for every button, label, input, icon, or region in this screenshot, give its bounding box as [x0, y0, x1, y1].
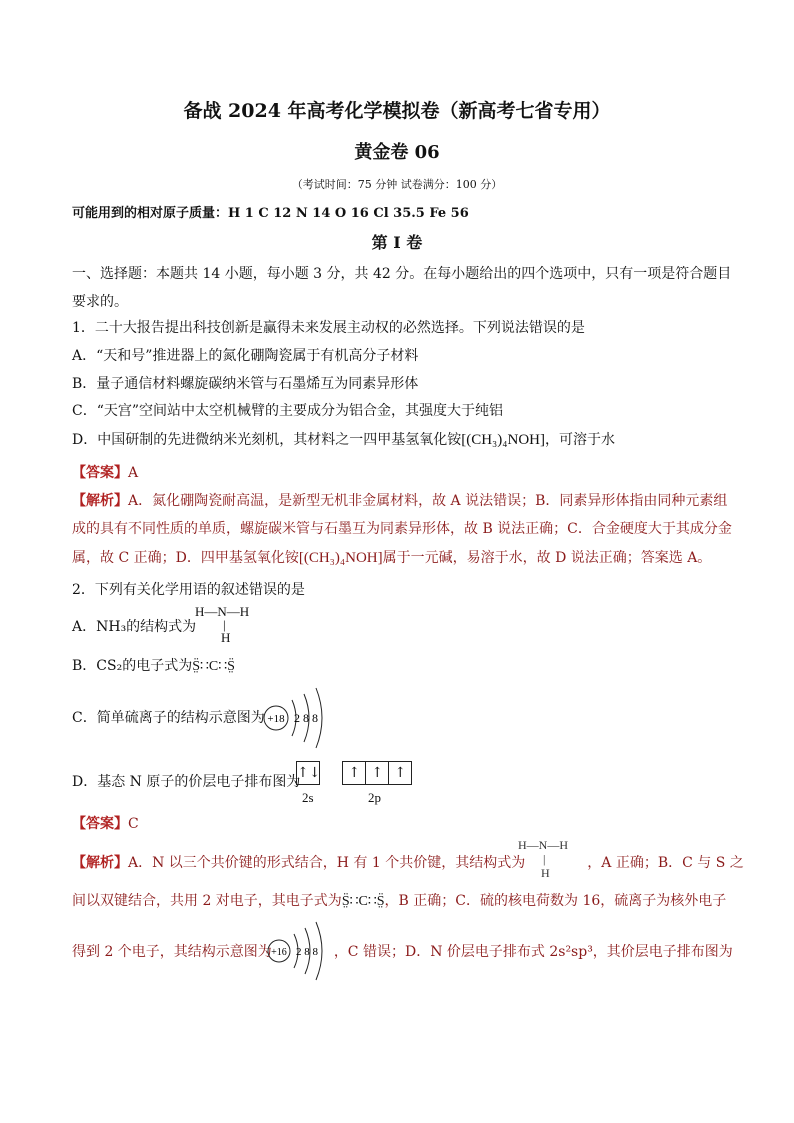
shell-electrons: 2 8 8: [296, 946, 318, 958]
q2-analysis-text2b: ，B 正确；C．硫的核电荷数为 16，硫离子为核外电子: [384, 893, 727, 909]
nh3-bond-vertical: |: [223, 617, 226, 632]
orbital-2p-box: ↑: [342, 761, 366, 785]
q1-answer: [72, 463, 138, 483]
q2-option-a: A．NH₃的结构式为: [72, 619, 197, 635]
q2-analysis-text3b: ，C 错误；D．N 价层电子排布式 2s²sp³，其价层电子排布图为: [333, 944, 733, 960]
nh3-h-bottom: H: [221, 630, 231, 645]
orbital-2s-label: 2s: [302, 790, 314, 805]
q1-option-c: C．“天宫”空间站中太空机械臂的主要成分为铝合金，其强度大于纯铝: [72, 403, 504, 419]
q1-option-d-formula: [(CH₃)₄NOH]: [461, 432, 546, 448]
section-intro-line2: 要求的。: [72, 294, 128, 310]
q2-answer: [72, 814, 139, 834]
q1-analysis-text1: A．氮化硼陶瓷耐高温，是新型无机非金属材料，故 A 说法错误；B．同素异形体指由同种元素组: [128, 493, 728, 509]
q1-option-b: B．量子通信材料螺旋碳纳米管与石墨烯互为同素异形体: [72, 376, 419, 392]
q1-analysis-formula: [(CH₃)₄NOH]: [298, 550, 383, 566]
nh3-bond-vertical-analysis: |: [543, 852, 546, 866]
section-intro-line1: 一、选择题：本题共 14 小题，每小题 3 分，共 42 分。在每小题给出的四个选项中，只有一项是符合题目: [72, 266, 732, 282]
q1-analysis-text3a: 属，故 C 正确；D．四甲基氢氧化铵: [72, 550, 299, 566]
q2-analysis-label: 【解析】: [72, 855, 128, 871]
nh3-structure: H—N—H: [195, 604, 250, 619]
section-title: 第 I 卷: [371, 233, 423, 252]
sulfur-ion-diagram-q: [262, 686, 332, 750]
cs2-electron-formula: S̤̈∷C∷S̤̈: [192, 659, 235, 674]
q2-stem: 2．下列有关化学用语的叙述错误的是: [72, 582, 305, 598]
q1-option-d-text: D．中国研制的先进微纳米光刻机，其材料之一四甲基氢氧化铵: [72, 432, 462, 448]
q2-analysis-text2a: 间以双键结合，共用 2 对电子，其电子式为: [72, 893, 342, 909]
q1-analysis-line2: 成的具有不同性质的单质，螺旋碳米管与石墨互为同素异形体，故 B 说法正确；C．合金硬度大于其成分金: [72, 521, 732, 537]
q1-analysis-line1: [72, 491, 727, 511]
q1-stem: 1．二十大报告提出科技创新是赢得未来发展主动权的必然选择。下列说法错误的是: [72, 320, 585, 336]
nh3-structure-analysis: H—N—H: [518, 838, 568, 852]
q2-option-b: [72, 656, 235, 677]
sulfur-ion-diagram-analysis: [266, 920, 332, 982]
q2-analysis-text3a: 得到 2 个电子，其结构示意图为: [72, 944, 272, 960]
orbital-2p-box: ↑: [388, 761, 412, 785]
exam-time-info: （考试时间：75 分钟 试卷满分：100 分）: [291, 178, 503, 191]
orbital-2s-box: ↑↓: [296, 761, 320, 785]
q2-analysis-line2: [72, 891, 726, 912]
nh3-h-bottom-analysis: H: [541, 866, 550, 880]
orbital-diagram: [296, 761, 412, 785]
nh3-n: N: [217, 604, 227, 619]
nucleus-charge: +18: [267, 713, 285, 725]
q2-option-b-text: B．CS₂的电子式为: [72, 658, 193, 674]
q2-answer-value: C: [128, 816, 139, 832]
nh3-h-left: H: [195, 604, 205, 619]
atomic-masses: 可能用到的相对原子质量：H 1 C 12 N 14 O 16 Cl 35.5 Fe 56: [72, 206, 469, 221]
exam-title: 备战 2024 年高考化学模拟卷（新高考七省专用）: [183, 100, 611, 122]
shell-electrons: 2 8 8: [294, 711, 318, 725]
q1-option-a: A．“天和号”推进器上的氮化硼陶瓷属于有机高分子材料: [72, 348, 419, 364]
orbital-2p-label: 2p: [368, 790, 381, 805]
q1-option-d-tail: ，可溶于水: [545, 432, 616, 448]
orbital-2p-box: ↑: [365, 761, 389, 785]
q1-answer-value: A: [128, 465, 139, 481]
q1-option-d: [72, 430, 615, 450]
q2-option-d: D．基态 N 原子的价层电子排布图为: [72, 774, 301, 790]
q2-analysis-line3: [72, 942, 733, 962]
q2-answer-label: 【答案】: [72, 816, 128, 832]
q1-analysis-text3b: 属于一元碱，易溶于水，故 D 说法正确；答案选 A。: [382, 550, 712, 566]
q1-analysis-label: 【解析】: [72, 493, 128, 509]
q1-answer-label: 【答案】: [72, 465, 128, 481]
q2-analysis-text1b: ，A 正确；B．C 与 S 之: [587, 855, 744, 871]
q2-option-c: C．简单硫离子的结构示意图为: [72, 710, 265, 726]
q2-analysis-line1: [72, 853, 744, 873]
q2-analysis-text1a: A．N 以三个共价键的形式结合，H 有 1 个共价键，其结构式为: [128, 855, 526, 871]
nucleus-charge: +16: [271, 947, 287, 958]
exam-subtitle: 黄金卷 06: [354, 142, 440, 163]
cs2-electron-formula-analysis: S̤̈∷C∷S̤̈: [341, 894, 385, 909]
q1-analysis-line3: [72, 548, 711, 568]
nh3-h-right: H: [239, 604, 250, 619]
